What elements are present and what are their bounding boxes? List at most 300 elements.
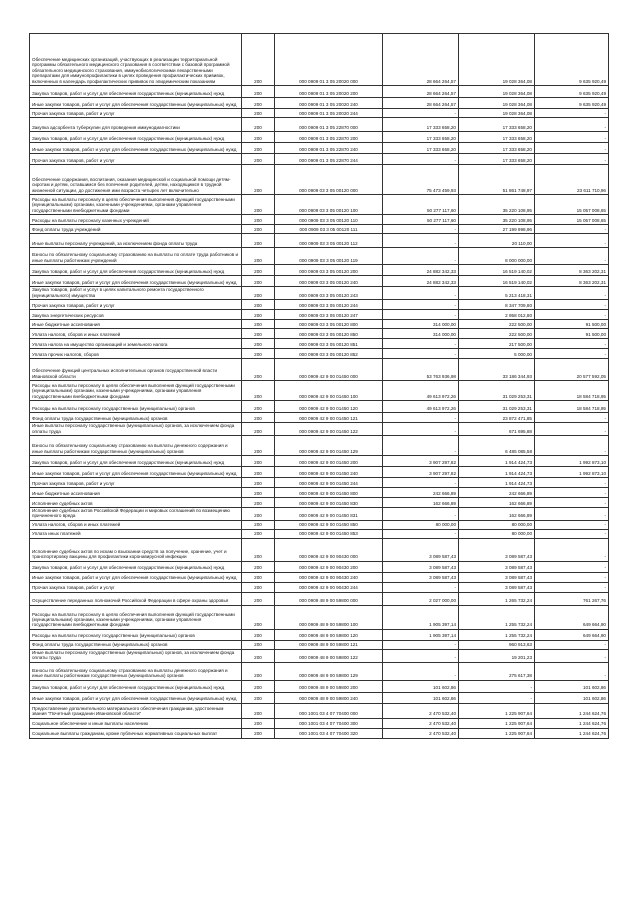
row-description: Прочая закупка товаров, работ и услуг bbox=[30, 478, 242, 488]
row-description: Иные закупки товаров, работ и услуг для обеспечения государственных (муниципальных) нужд bbox=[30, 143, 242, 154]
row-line-code: 200 bbox=[242, 508, 275, 521]
row-unexecuted-amount: - bbox=[535, 640, 609, 649]
row-executed-amount: 33 186 344,93 bbox=[459, 359, 535, 381]
row-description: Взносы по обязательному социальному страхованию на выплаты денежного содержания и иные выплаты работникам государственных (муниципальных) органов bbox=[30, 436, 242, 456]
row-executed-amount: 217 500,00 bbox=[459, 339, 535, 349]
table-row bbox=[30, 320, 609, 329]
row-budget-code: 000 0909 42 9 00 01450 120 bbox=[275, 401, 383, 413]
row-approved-amount: - bbox=[383, 248, 459, 265]
row-approved-amount: - bbox=[383, 109, 459, 118]
row-description: Осуществление переданных полномочий Российской Федерации в сфере охраны здоровья bbox=[30, 592, 242, 605]
row-executed-amount: 222 500,00 bbox=[459, 329, 535, 339]
row-line-code: 200 bbox=[242, 401, 275, 413]
row-approved-amount: - bbox=[383, 423, 459, 436]
row-line-code: 200 bbox=[242, 248, 275, 265]
row-unexecuted-amount: - bbox=[535, 225, 609, 234]
row-line-code: 200 bbox=[242, 718, 275, 728]
row-executed-amount: 17 333 658,20 bbox=[459, 132, 535, 143]
row-executed-amount: 671 695,88 bbox=[459, 423, 535, 436]
row-unexecuted-amount: - bbox=[535, 582, 609, 592]
table-row bbox=[30, 436, 609, 456]
row-unexecuted-amount: - bbox=[535, 662, 609, 680]
row-approved-amount: - bbox=[383, 339, 459, 349]
row-line-code: 200 bbox=[242, 132, 275, 143]
row-approved-amount: 28 664 264,57 bbox=[383, 98, 459, 109]
row-description: Иные закупки товаров, работ и услуг для обеспечения государственных (муниципальных) нужд bbox=[30, 572, 242, 582]
row-unexecuted-amount: - bbox=[535, 132, 609, 143]
row-executed-amount: - bbox=[459, 680, 535, 692]
row-executed-amount: 275 617,38 bbox=[459, 662, 535, 680]
row-budget-code: 000 0909 03 3 05 00120 240 bbox=[275, 276, 383, 287]
row-unexecuted-amount: 91 500,00 bbox=[535, 329, 609, 339]
row-description: Иные бюджетные ассигнования bbox=[30, 320, 242, 329]
row-approved-amount: 162 666,89 bbox=[383, 498, 459, 508]
row-budget-code: 000 0909 03 3 05 00120 111 bbox=[275, 225, 383, 234]
row-line-code: 200 bbox=[242, 478, 275, 488]
table-row bbox=[30, 592, 609, 605]
table-row bbox=[30, 98, 609, 109]
row-description: Иные закупки товаров, работ и услуг для обеспечения государственных (муниципальных) нужд bbox=[30, 692, 242, 703]
table-row bbox=[30, 692, 609, 703]
row-approved-amount: - bbox=[383, 582, 459, 592]
row-approved-amount: 2 470 532,40 bbox=[383, 728, 459, 738]
row-unexecuted-amount: - bbox=[535, 561, 609, 572]
table-row bbox=[30, 640, 609, 649]
row-executed-amount: 1 255 732,24 bbox=[459, 605, 535, 629]
row-executed-amount: 1 914 424,73 bbox=[459, 467, 535, 478]
table-row bbox=[30, 329, 609, 339]
row-budget-code: 000 0909 42 9 00 90430 244 bbox=[275, 582, 383, 592]
row-budget-code: 000 0909 03 3 05 00120 243 bbox=[275, 287, 383, 300]
table-row bbox=[30, 520, 609, 529]
row-budget-code: 000 0909 42 9 00 01450 129 bbox=[275, 436, 383, 456]
row-line-code: 200 bbox=[242, 629, 275, 640]
row-budget-code: 000 0909 01 3 05 22870 240 bbox=[275, 143, 383, 154]
row-line-code: 200 bbox=[242, 195, 275, 215]
row-approved-amount: - bbox=[383, 662, 459, 680]
row-description: Прочая закупка товаров, работ и услуг bbox=[30, 109, 242, 118]
row-line-code: 200 bbox=[242, 265, 275, 276]
row-budget-code: 000 0909 42 9 00 01450 853 bbox=[275, 529, 383, 538]
row-approved-amount: 50 277 117,60 bbox=[383, 215, 459, 225]
row-line-code: 200 bbox=[242, 728, 275, 738]
row-approved-amount: 49 613 972,26 bbox=[383, 381, 459, 401]
table-row bbox=[30, 488, 609, 498]
table-row bbox=[30, 234, 609, 248]
row-description: Исполнение судебных актов по искам о взыскании средств за получение, хранение, учет и транспортировку вакцины для профилактики коронавирусной инфекции bbox=[30, 538, 242, 561]
row-description: Расходы на выплаты персоналу государственных (муниципальных) органов bbox=[30, 629, 242, 640]
row-description: Расходы на выплаты персоналу государственных (муниципальных) органов bbox=[30, 401, 242, 413]
row-line-code: 200 bbox=[242, 488, 275, 498]
row-description: Расходы на выплаты персоналу в целях обеспечения выполнения функций государственными (муниципальными) органами, казенными учреждениями, органами управления государственными внебюджетными фондами bbox=[30, 605, 242, 629]
row-executed-amount: 19 028 364,08 bbox=[459, 98, 535, 109]
row-approved-amount: - bbox=[383, 436, 459, 456]
table-row bbox=[30, 680, 609, 692]
row-description: Закупка товаров, работ и услуг для обеспечения государственных (муниципальных) нужд bbox=[30, 456, 242, 467]
row-description: Закупка товаров, работ и услуг в целях капитального ремонта государственного (муниципального) имущества bbox=[30, 287, 242, 300]
row-line-code: 200 bbox=[242, 118, 275, 132]
row-description: Прочая закупка товаров, работ и услуг bbox=[30, 154, 242, 165]
row-executed-amount: 5 213 418,31 bbox=[459, 287, 535, 300]
table-row bbox=[30, 265, 609, 276]
row-budget-code: 000 0909 01 3 05 20020 240 bbox=[275, 98, 383, 109]
row-approved-amount: - bbox=[383, 478, 459, 488]
row-approved-amount: - bbox=[383, 300, 459, 310]
table-row bbox=[30, 86, 609, 98]
row-executed-amount: 17 333 658,20 bbox=[459, 154, 535, 165]
row-description: Иные выплаты персоналу государственных (муниципальных) органов, за исключением фонда оплаты труда bbox=[30, 423, 242, 436]
table-row bbox=[30, 728, 609, 738]
row-unexecuted-amount: - bbox=[535, 143, 609, 154]
row-line-code: 200 bbox=[242, 154, 275, 165]
row-unexecuted-amount: 101 602,86 bbox=[535, 680, 609, 692]
row-description: Расходы на выплаты персоналу в целях обеспечения выполнения функций государственными (муниципальными) органами, казенными учреждениями, органами управления государственными внебюджетными фондами bbox=[30, 381, 242, 401]
row-executed-amount: - bbox=[459, 692, 535, 703]
row-unexecuted-amount: 1 244 624,76 bbox=[535, 728, 609, 738]
row-approved-amount: - bbox=[383, 287, 459, 300]
table-row bbox=[30, 649, 609, 662]
row-budget-code: 000 0909 03 3 05 00120 851 bbox=[275, 339, 383, 349]
row-approved-amount: 17 333 658,20 bbox=[383, 132, 459, 143]
row-description: Закупка энергетических ресурсов bbox=[30, 310, 242, 320]
row-description: Предоставление дополнительного материального обеспечения гражданам, удостоенным звания "Почетный гражданин Ивановской области" bbox=[30, 703, 242, 718]
row-budget-code: 000 0909 42 9 00 01450 831 bbox=[275, 508, 383, 521]
row-executed-amount: 27 199 998,96 bbox=[459, 225, 535, 234]
row-budget-code: 000 0909 48 9 00 59800 122 bbox=[275, 649, 383, 662]
row-approved-amount: 50 277 117,60 bbox=[383, 195, 459, 215]
row-description: Иные закупки товаров, работ и услуг для обеспечения государственных (муниципальных) нужд bbox=[30, 276, 242, 287]
row-unexecuted-amount: - bbox=[535, 109, 609, 118]
row-unexecuted-amount: - bbox=[535, 436, 609, 456]
table-row bbox=[30, 478, 609, 488]
row-approved-amount: 314 000,00 bbox=[383, 320, 459, 329]
row-unexecuted-amount: - bbox=[535, 287, 609, 300]
table-row bbox=[30, 143, 609, 154]
row-unexecuted-amount: - bbox=[535, 310, 609, 320]
table-row bbox=[30, 276, 609, 287]
row-unexecuted-amount: 649 664,90 bbox=[535, 605, 609, 629]
row-line-code: 200 bbox=[242, 436, 275, 456]
row-unexecuted-amount: - bbox=[535, 498, 609, 508]
row-description: Иные закупки товаров, работ и услуг для обеспечения государственных (муниципальных) нужд bbox=[30, 98, 242, 109]
row-executed-amount: 222 500,00 bbox=[459, 320, 535, 329]
row-description: Обеспечение содержания, воспитания, оказания медицинской и социальной помощи детям-сиротам и детям, оставшимся без попечения родителей, детям, находящимся в трудной жизненной ситуации, до достижения ими возраста четырех лет включительно bbox=[30, 165, 242, 195]
row-approved-amount: - bbox=[383, 649, 459, 662]
row-line-code: 200 bbox=[242, 582, 275, 592]
table-row bbox=[30, 215, 609, 225]
row-executed-amount: 6 485 085,58 bbox=[459, 436, 535, 456]
row-approved-amount: 3 089 587,43 bbox=[383, 572, 459, 582]
row-approved-amount: 17 333 658,20 bbox=[383, 118, 459, 132]
row-unexecuted-amount: - bbox=[535, 248, 609, 265]
row-description: Уплата налогов, сборов и иных платежей bbox=[30, 520, 242, 529]
row-approved-amount: 80 000,00 bbox=[383, 520, 459, 529]
row-budget-code: 000 0909 01 3 05 20020 200 bbox=[275, 86, 383, 98]
row-line-code: 200 bbox=[242, 640, 275, 649]
row-executed-amount: 8 347 709,80 bbox=[459, 300, 535, 310]
row-executed-amount: 3 089 587,43 bbox=[459, 538, 535, 561]
row-description: Фонд оплаты труда государственных (муниципальных) органов bbox=[30, 640, 242, 649]
row-unexecuted-amount: - bbox=[535, 572, 609, 582]
row-description: Закупка товаров, работ и услуг для обеспечения государственных (муниципальных) нужд bbox=[30, 265, 242, 276]
row-budget-code: 000 0909 01 3 05 22870 000 bbox=[275, 118, 383, 132]
row-approved-amount: 3 907 297,82 bbox=[383, 467, 459, 478]
row-executed-amount: 3 089 587,43 bbox=[459, 572, 535, 582]
row-line-code: 200 bbox=[242, 381, 275, 401]
row-approved-amount: 1 905 397,14 bbox=[383, 605, 459, 629]
row-unexecuted-amount: 8 363 202,31 bbox=[535, 276, 609, 287]
table-row bbox=[30, 310, 609, 320]
row-budget-code: 000 0909 42 9 00 01450 122 bbox=[275, 423, 383, 436]
row-budget-code: 000 0909 48 9 00 59800 200 bbox=[275, 680, 383, 692]
row-budget-code: 000 0909 48 9 00 59800 000 bbox=[275, 592, 383, 605]
row-line-code: 200 bbox=[242, 225, 275, 234]
row-approved-amount: 2 470 532,40 bbox=[383, 718, 459, 728]
row-executed-amount: 31 029 253,31 bbox=[459, 381, 535, 401]
row-description: Исполнение судебных актов bbox=[30, 498, 242, 508]
row-budget-code: 000 0909 03 3 05 00120 852 bbox=[275, 349, 383, 359]
row-approved-amount: - bbox=[383, 640, 459, 649]
table-row bbox=[30, 572, 609, 582]
row-executed-amount: 20 110,00 bbox=[459, 234, 535, 248]
row-executed-amount: 16 519 140,02 bbox=[459, 276, 535, 287]
row-line-code: 200 bbox=[242, 423, 275, 436]
row-line-code: 200 bbox=[242, 520, 275, 529]
row-description: Закупка товаров, работ и услуг для обеспечения государственных (муниципальных) нужд bbox=[30, 132, 242, 143]
row-description: Уплата налога на имущество организаций и земельного налога bbox=[30, 339, 242, 349]
row-description: Закупка товаров, работ и услуг для обеспечения государственных (муниципальных) нужд bbox=[30, 561, 242, 572]
row-approved-amount: - bbox=[383, 225, 459, 234]
row-budget-code: 000 0909 03 3 05 00120 119 bbox=[275, 248, 383, 265]
row-line-code: 200 bbox=[242, 34, 275, 86]
row-line-code: 200 bbox=[242, 276, 275, 287]
row-executed-amount: 35 220 108,95 bbox=[459, 195, 535, 215]
row-line-code: 200 bbox=[242, 649, 275, 662]
row-unexecuted-amount: 649 664,90 bbox=[535, 629, 609, 640]
row-executed-amount: 1 255 732,24 bbox=[459, 629, 535, 640]
row-approved-amount: - bbox=[383, 310, 459, 320]
row-description: Расходы на выплаты персоналу в целях обеспечения выполнения функций государственными (муниципальными) органами, казенными учреждениями, органами управления государственными внебюджетными фондами bbox=[30, 195, 242, 215]
row-approved-amount: 24 882 342,33 bbox=[383, 265, 459, 276]
row-unexecuted-amount: - bbox=[535, 413, 609, 423]
row-unexecuted-amount: 1 992 873,10 bbox=[535, 467, 609, 478]
row-description: Прочая закупка товаров, работ и услуг bbox=[30, 300, 242, 310]
table-row bbox=[30, 339, 609, 349]
row-line-code: 200 bbox=[242, 287, 275, 300]
row-unexecuted-amount: - bbox=[535, 538, 609, 561]
row-line-code: 200 bbox=[242, 165, 275, 195]
budget-table-sheet bbox=[29, 33, 608, 739]
row-approved-amount: 28 664 264,57 bbox=[383, 86, 459, 98]
row-executed-amount: 162 666,89 bbox=[459, 508, 535, 521]
row-budget-code: 000 0909 42 9 00 01450 200 bbox=[275, 456, 383, 467]
table-row bbox=[30, 662, 609, 680]
row-budget-code: 000 0909 42 9 00 01450 240 bbox=[275, 467, 383, 478]
row-budget-code: 000 1001 03 4 07 70400 320 bbox=[275, 728, 383, 738]
budget-execution-table bbox=[29, 33, 609, 739]
row-description: Обеспечение медицинских организаций, участвующих в реализации территориальной программы обязательного медицинского страхования в соответствии с базовой программой обязательного медицинского страхования, иммунобиологическими лекарственными препаратами для иммунопрофилактики в целях проведения профилактических прививок, включенных в календарь профилактических прививок по эпидемическим показаниям bbox=[30, 34, 242, 86]
table-row bbox=[30, 34, 609, 86]
row-budget-code: 000 0909 42 9 00 01450 100 bbox=[275, 381, 383, 401]
row-executed-amount: 80 000,00 bbox=[459, 529, 535, 538]
row-line-code: 200 bbox=[242, 692, 275, 703]
row-line-code: 200 bbox=[242, 605, 275, 629]
row-executed-amount: 19 201,23 bbox=[459, 649, 535, 662]
row-budget-code: 000 0909 48 9 00 59800 100 bbox=[275, 605, 383, 629]
table-row bbox=[30, 349, 609, 359]
row-description: Иные закупки товаров, работ и услуг для обеспечения государственных (муниципальных) нужд bbox=[30, 467, 242, 478]
row-unexecuted-amount: - bbox=[535, 520, 609, 529]
table-row bbox=[30, 118, 609, 132]
row-executed-amount: 3 089 587,43 bbox=[459, 561, 535, 572]
row-line-code: 200 bbox=[242, 572, 275, 582]
table-row bbox=[30, 287, 609, 300]
table-row bbox=[30, 359, 609, 381]
row-line-code: 200 bbox=[242, 215, 275, 225]
row-executed-amount: 31 029 253,31 bbox=[459, 401, 535, 413]
row-unexecuted-amount: 9 635 920,49 bbox=[535, 86, 609, 98]
row-executed-amount: 1 225 907,64 bbox=[459, 728, 535, 738]
row-approved-amount: 24 882 342,33 bbox=[383, 276, 459, 287]
row-approved-amount: 1 905 397,14 bbox=[383, 629, 459, 640]
table-row bbox=[30, 508, 609, 521]
row-description: Взносы по обязательному социальному страхованию на выплаты по оплате труда работников и иные выплаты работникам учреждений bbox=[30, 248, 242, 265]
row-executed-amount: 1 914 424,73 bbox=[459, 478, 535, 488]
row-line-code: 200 bbox=[242, 662, 275, 680]
row-executed-amount: 1 914 424,73 bbox=[459, 456, 535, 467]
row-budget-code: 000 0909 01 3 05 20020 000 bbox=[275, 34, 383, 86]
row-executed-amount: 19 028 364,08 bbox=[459, 109, 535, 118]
row-budget-code: 000 0909 01 3 05 22870 200 bbox=[275, 132, 383, 143]
row-line-code: 200 bbox=[242, 413, 275, 423]
table-row bbox=[30, 529, 609, 538]
row-line-code: 200 bbox=[242, 86, 275, 98]
row-approved-amount: 101 602,86 bbox=[383, 692, 459, 703]
row-budget-code: 000 0909 42 9 00 90430 200 bbox=[275, 561, 383, 572]
row-budget-code: 000 0909 03 3 05 00120 000 bbox=[275, 165, 383, 195]
row-budget-code: 000 0909 48 9 00 59800 240 bbox=[275, 692, 383, 703]
row-executed-amount: 19 028 364,08 bbox=[459, 34, 535, 86]
row-budget-code: 000 0909 01 3 05 22870 244 bbox=[275, 154, 383, 165]
row-line-code: 200 bbox=[242, 529, 275, 538]
table-row bbox=[30, 225, 609, 234]
row-line-code: 200 bbox=[242, 561, 275, 572]
row-budget-code: 000 0909 42 9 00 01450 850 bbox=[275, 520, 383, 529]
row-approved-amount: - bbox=[383, 154, 459, 165]
row-executed-amount: 960 913,63 bbox=[459, 640, 535, 649]
table-row bbox=[30, 498, 609, 508]
row-line-code: 200 bbox=[242, 467, 275, 478]
row-approved-amount: 101 602,86 bbox=[383, 680, 459, 692]
row-line-code: 200 bbox=[242, 680, 275, 692]
row-description: Уплата налогов, сборов и иных платежей bbox=[30, 329, 242, 339]
row-description: Иные бюджетные ассигнования bbox=[30, 488, 242, 498]
row-budget-code: 000 0909 03 3 05 00120 112 bbox=[275, 234, 383, 248]
row-line-code: 200 bbox=[242, 143, 275, 154]
row-budget-code: 000 0909 03 3 05 00120 110 bbox=[275, 215, 383, 225]
row-description: Иные выплаты персоналу государственных (муниципальных) органов, за исключением фонда оплаты труда bbox=[30, 649, 242, 662]
row-approved-amount: - bbox=[383, 508, 459, 521]
row-approved-amount: - bbox=[383, 529, 459, 538]
row-unexecuted-amount: - bbox=[535, 349, 609, 359]
row-budget-code: 000 0909 42 9 00 01450 244 bbox=[275, 478, 383, 488]
row-budget-code: 000 0909 42 9 00 90430 240 bbox=[275, 572, 383, 582]
row-unexecuted-amount: - bbox=[535, 649, 609, 662]
row-approved-amount: - bbox=[383, 413, 459, 423]
row-unexecuted-amount: - bbox=[535, 478, 609, 488]
row-description: Фонд оплаты труда учреждений bbox=[30, 225, 242, 234]
row-executed-amount: 16 519 140,02 bbox=[459, 265, 535, 276]
row-line-code: 200 bbox=[242, 320, 275, 329]
row-executed-amount: 35 220 108,95 bbox=[459, 215, 535, 225]
table-row bbox=[30, 423, 609, 436]
row-unexecuted-amount: 1 244 624,76 bbox=[535, 718, 609, 728]
row-approved-amount: 2 470 532,40 bbox=[383, 703, 459, 718]
row-executed-amount: 3 089 587,43 bbox=[459, 582, 535, 592]
row-unexecuted-amount: 15 057 008,65 bbox=[535, 215, 609, 225]
row-unexecuted-amount: - bbox=[535, 234, 609, 248]
row-unexecuted-amount: - bbox=[535, 300, 609, 310]
row-approved-amount: 314 000,00 bbox=[383, 329, 459, 339]
row-description: Исполнение судебных актов Российской Федерации и мировых соглашений по возмещению причиненного вреда bbox=[30, 508, 242, 521]
table-row bbox=[30, 605, 609, 629]
row-description: Уплата прочих налогов, сборов bbox=[30, 349, 242, 359]
row-line-code: 200 bbox=[242, 498, 275, 508]
table-row bbox=[30, 413, 609, 423]
row-line-code: 200 bbox=[242, 310, 275, 320]
row-approved-amount: 3 089 587,43 bbox=[383, 561, 459, 572]
row-unexecuted-amount: - bbox=[535, 118, 609, 132]
row-unexecuted-amount: 23 611 710,96 bbox=[535, 165, 609, 195]
row-budget-code: 000 0909 42 9 00 01450 121 bbox=[275, 413, 383, 423]
table-row bbox=[30, 154, 609, 165]
row-unexecuted-amount: 101 602,86 bbox=[535, 692, 609, 703]
row-approved-amount: 3 089 587,43 bbox=[383, 538, 459, 561]
row-unexecuted-amount: 18 584 718,95 bbox=[535, 401, 609, 413]
row-line-code: 200 bbox=[242, 456, 275, 467]
table-row bbox=[30, 629, 609, 640]
row-budget-code: 000 1001 03 4 07 70400 300 bbox=[275, 718, 383, 728]
table-row bbox=[30, 248, 609, 265]
row-budget-code: 000 0909 03 3 05 00120 850 bbox=[275, 329, 383, 339]
row-executed-amount: 51 861 748,97 bbox=[459, 165, 535, 195]
row-description: Взносы по обязательному социальному страхованию на выплаты денежного содержания и иные выплаты работникам государственных (муниципальных) органов bbox=[30, 662, 242, 680]
table-row bbox=[30, 300, 609, 310]
row-approved-amount: - bbox=[383, 234, 459, 248]
row-unexecuted-amount: 761 267,76 bbox=[535, 592, 609, 605]
row-budget-code: 000 0909 42 9 00 01450 000 bbox=[275, 359, 383, 381]
row-approved-amount: 242 666,89 bbox=[383, 488, 459, 498]
row-approved-amount: 49 613 972,26 bbox=[383, 401, 459, 413]
row-line-code: 200 bbox=[242, 349, 275, 359]
row-line-code: 200 bbox=[242, 109, 275, 118]
row-unexecuted-amount: 20 577 592,05 bbox=[535, 359, 609, 381]
row-budget-code: 000 0909 42 9 00 01450 800 bbox=[275, 488, 383, 498]
row-description: Фонд оплаты труда государственных (муниципальных) органов bbox=[30, 413, 242, 423]
row-unexecuted-amount: 1 992 873,10 bbox=[535, 456, 609, 467]
row-description: Расходы на выплаты персоналу казенных учреждений bbox=[30, 215, 242, 225]
row-line-code: 200 bbox=[242, 703, 275, 718]
row-unexecuted-amount: - bbox=[535, 339, 609, 349]
row-description: Социальное обеспечение и иные выплаты населению bbox=[30, 718, 242, 728]
row-executed-amount: 17 333 658,20 bbox=[459, 118, 535, 132]
row-approved-amount: 3 907 297,82 bbox=[383, 456, 459, 467]
row-executed-amount: 17 333 658,20 bbox=[459, 143, 535, 154]
table-body bbox=[30, 34, 609, 739]
row-description: Закупка товаров, работ и услуг для обеспечения государственных (муниципальных) нужд bbox=[30, 680, 242, 692]
row-line-code: 200 bbox=[242, 359, 275, 381]
row-description: Прочая закупка товаров, работ и услуг bbox=[30, 582, 242, 592]
